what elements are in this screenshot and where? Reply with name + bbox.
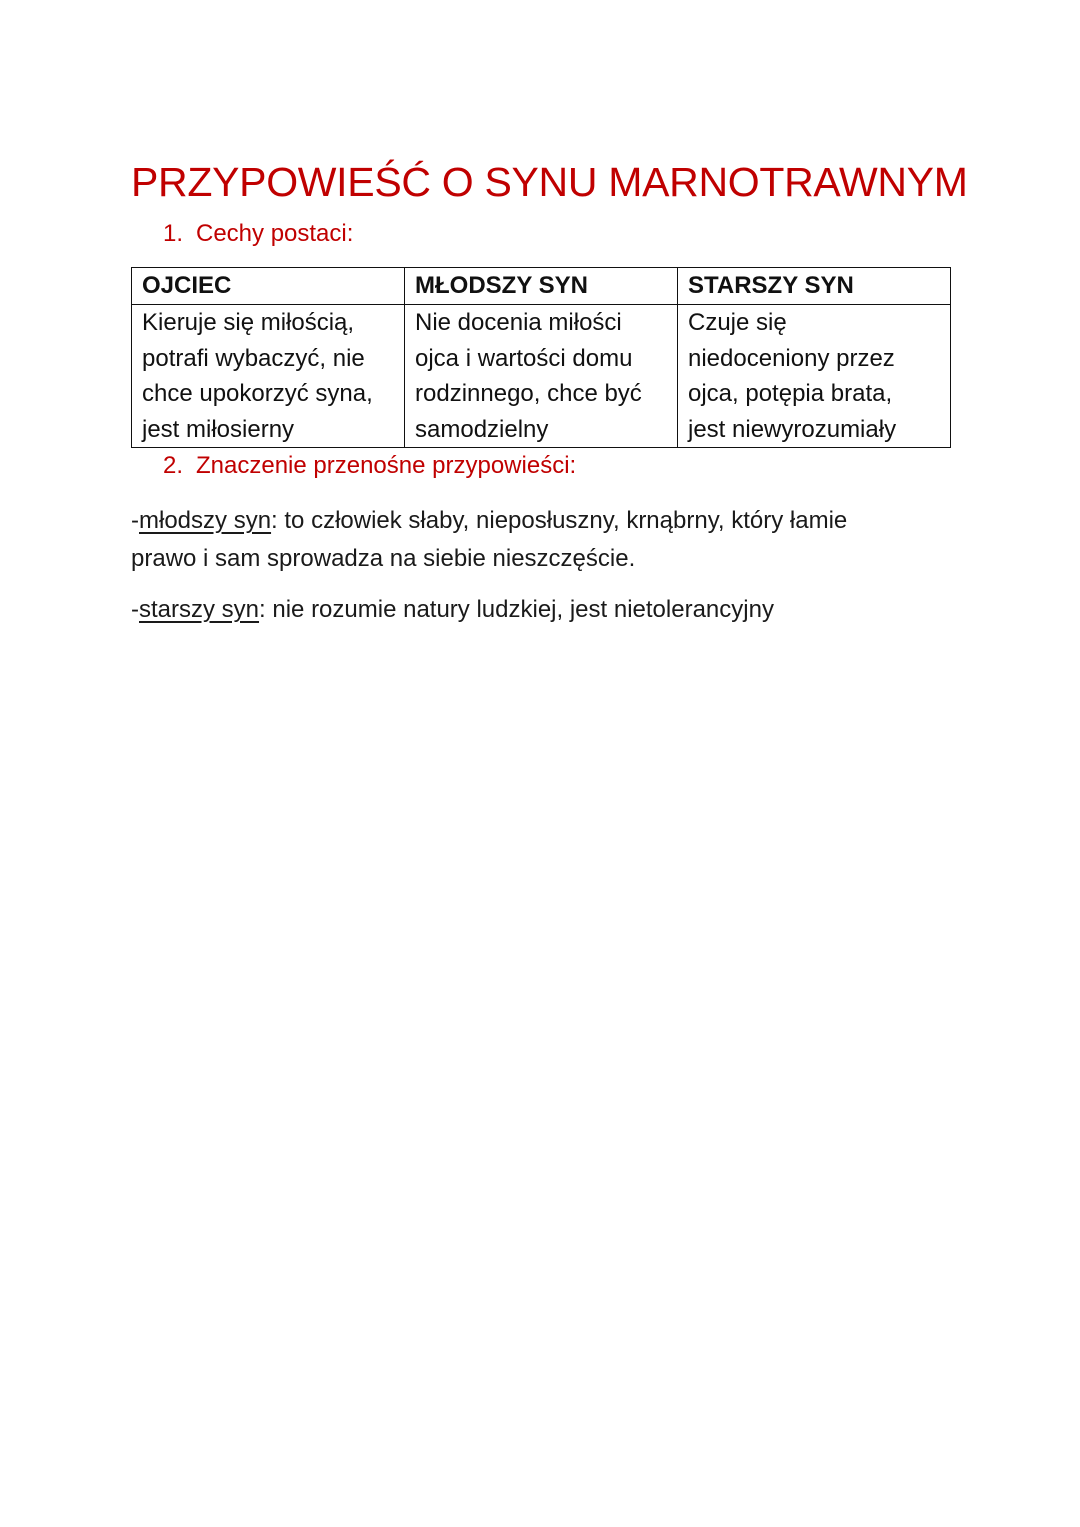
cell-line: Czuje się xyxy=(688,309,787,336)
page-title: PRZYPOWIEŚĆ O SYNU MARNOTRAWNYM xyxy=(131,159,968,205)
paragraph-older-son xyxy=(131,594,774,626)
cell-line: jest niewyrozumiały xyxy=(688,415,897,443)
cell-line: potrafi wybaczyć, nie xyxy=(142,344,365,372)
cell-line: niedoceniony przez xyxy=(688,344,895,372)
section-number: 1. xyxy=(163,220,184,247)
section-heading-traits xyxy=(163,219,353,249)
cell-older-son-traits xyxy=(678,305,951,448)
section-heading-meaning xyxy=(163,451,576,481)
dash-prefix: - xyxy=(131,507,139,534)
cell-line: chce upokorzyć syna, xyxy=(142,380,373,407)
paragraph-text: : nie rozumie natury ludzkiej, jest nietolerancyjny xyxy=(259,596,774,623)
cell-line: samodzielny xyxy=(415,415,549,443)
character-traits-table xyxy=(131,267,951,448)
cell-line: Nie docenia miłości xyxy=(415,309,622,336)
section-number: 2. xyxy=(163,452,184,479)
paragraph-younger-son xyxy=(131,502,847,578)
cell-line: jest miłosierny xyxy=(142,415,295,443)
cell-father-traits xyxy=(132,305,405,448)
table-row xyxy=(132,305,951,448)
term-younger-son: młodszy syn xyxy=(139,507,272,534)
cell-line: ojca, potępia brata, xyxy=(688,380,893,407)
column-header-father: OJCIEC xyxy=(132,268,405,305)
dash-prefix: - xyxy=(131,596,139,623)
section-label: Znaczenie przenośne przypowieści: xyxy=(196,452,577,479)
column-header-older-son: STARSZY SYN xyxy=(678,268,951,305)
cell-line: rodzinnego, chce być xyxy=(415,380,642,407)
cell-younger-son-traits xyxy=(405,305,678,448)
paragraph-text: : to człowiek słaby, nieposłuszny, krnąbrny, który łamie xyxy=(271,507,848,534)
cell-line: Kieruje się miłością, xyxy=(142,309,355,336)
paragraph-text: prawo i sam sprowadza na siebie nieszczęście. xyxy=(131,545,636,572)
column-header-younger-son: MŁODSZY SYN xyxy=(405,268,678,305)
table-header-row xyxy=(132,268,951,305)
term-older-son: starszy syn xyxy=(139,596,260,623)
cell-line: ojca i wartości domu xyxy=(415,344,633,372)
section-label: Cechy postaci: xyxy=(196,220,354,247)
